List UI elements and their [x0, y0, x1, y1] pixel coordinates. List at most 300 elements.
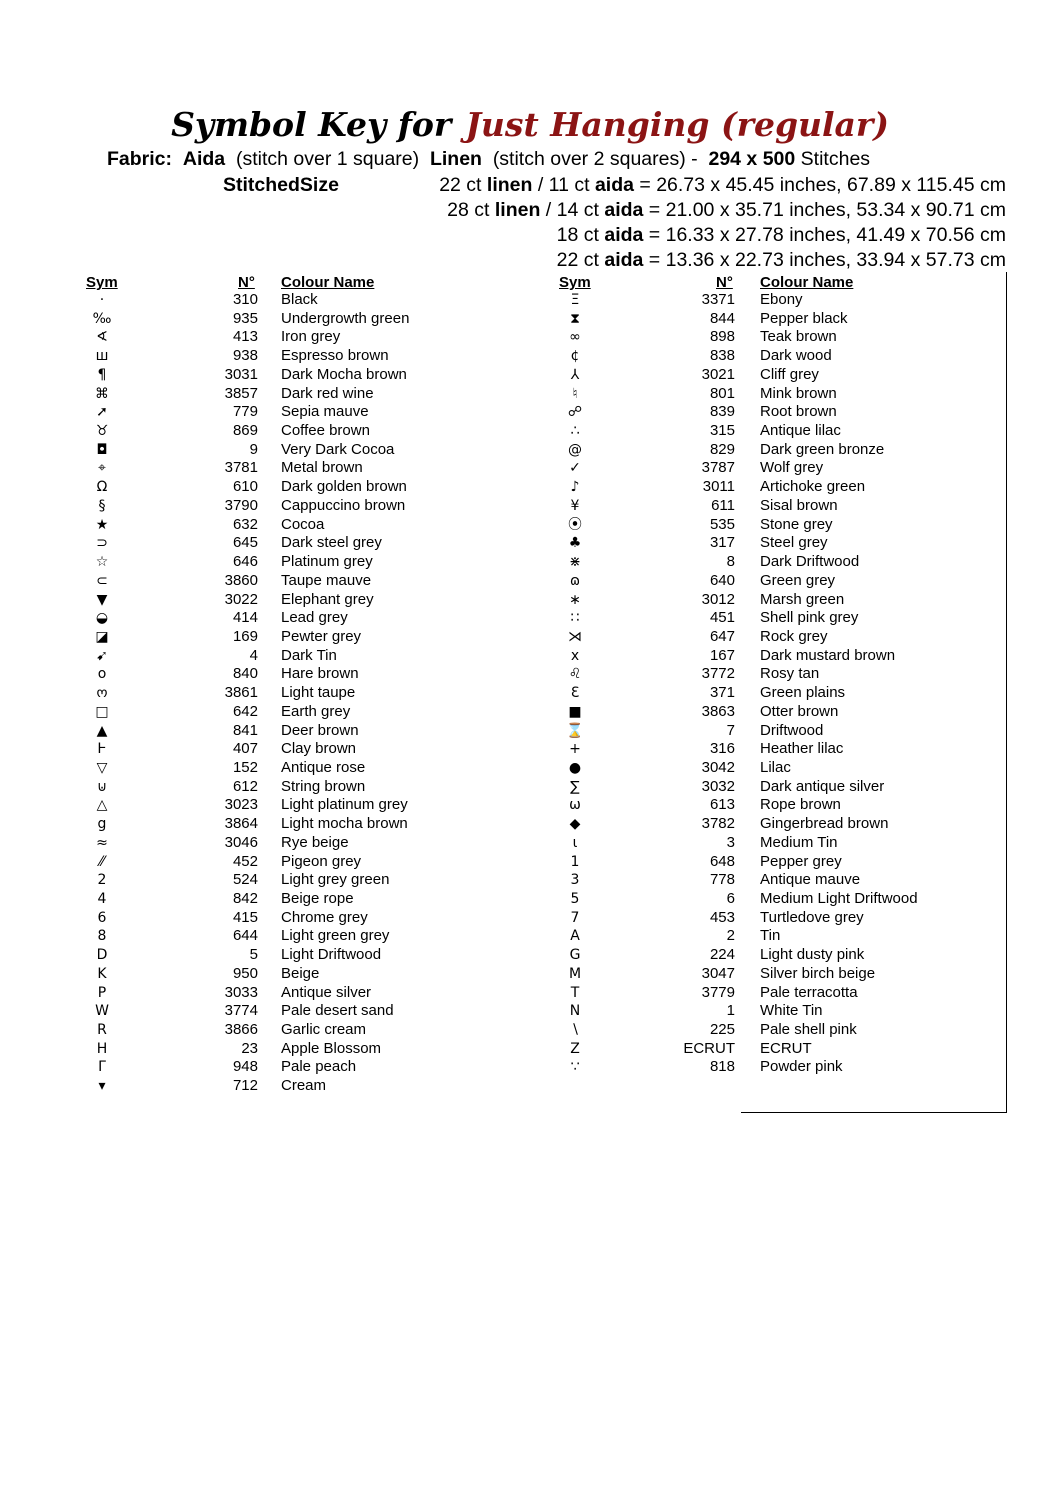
color-name: Shell pink grey	[760, 609, 859, 627]
table-row	[0, 385, 1060, 404]
table-row	[0, 291, 1060, 310]
table-row	[0, 609, 1060, 628]
color-number: 3782	[701, 815, 735, 833]
symbol-icon: ✓	[569, 460, 581, 477]
symbol-icon: 6	[97, 909, 107, 926]
color-number: 415	[232, 908, 258, 926]
size-line-fabric2: aida	[594, 174, 634, 196]
color-number: 453	[709, 908, 735, 926]
color-number: 315	[709, 422, 735, 440]
table-row	[0, 310, 1060, 329]
color-number: ECRUT	[683, 1039, 735, 1057]
symbol-icon: ‰	[92, 310, 112, 327]
color-number: 452	[232, 852, 258, 870]
symbol-icon: ➚	[96, 404, 108, 421]
title-prefix: Symbol Key for	[171, 105, 452, 144]
color-name: Clay brown	[281, 740, 357, 758]
symbol-icon: ∵	[570, 1059, 580, 1076]
symbol-icon: ▾	[98, 1078, 106, 1095]
symbol-icon: D	[96, 947, 108, 964]
color-name: Cream	[281, 1077, 327, 1095]
left-header-sym: Sym	[86, 274, 118, 291]
color-number: 898	[709, 328, 735, 346]
symbol-icon: ∗	[569, 591, 581, 608]
color-name: Rye beige	[281, 833, 349, 851]
color-number: 4	[249, 646, 258, 664]
color-number: 167	[709, 646, 735, 664]
symbol-icon: ∑	[570, 778, 580, 795]
color-number: 3046	[224, 833, 258, 851]
right-color-table	[0, 291, 1060, 1077]
symbol-icon: N	[569, 1003, 581, 1020]
size-line-fabric: linen	[486, 174, 533, 196]
symbol-icon: x	[570, 647, 580, 664]
color-number: 169	[232, 627, 258, 645]
color-name: Tin	[760, 927, 781, 945]
color-number: 3023	[224, 796, 258, 814]
color-number: 3371	[701, 291, 735, 308]
symbol-icon: K	[97, 965, 107, 982]
fabric-label: Fabric:	[107, 148, 173, 170]
symbol-icon: M	[568, 965, 582, 982]
color-name: Elephant grey	[281, 590, 374, 608]
color-number: 371	[709, 684, 735, 702]
table-row	[0, 1077, 1060, 1096]
symbol-icon: Ɛ	[570, 685, 580, 702]
symbol-icon: ▼	[96, 591, 108, 608]
color-number: 3790	[224, 496, 258, 514]
color-name: Sisal brown	[760, 496, 838, 514]
color-number: 317	[709, 534, 735, 552]
color-name: Light taupe	[281, 684, 356, 702]
color-name: Rosy tan	[760, 665, 820, 683]
symbol-icon: ▽	[96, 759, 108, 776]
color-name: Dark Driftwood	[760, 553, 860, 571]
color-number: 842	[232, 890, 258, 907]
table-row	[0, 834, 1060, 853]
color-name: Turtledove grey	[760, 908, 864, 926]
table-row	[0, 572, 1060, 591]
table-row	[0, 1021, 1060, 1040]
fabric-linen: Linen	[429, 148, 482, 170]
color-name: Lead grey	[281, 609, 348, 627]
table-row	[0, 946, 1060, 965]
color-name: Antique mauve	[760, 871, 861, 889]
size-line-fabric2: aida	[604, 199, 644, 221]
symbol-icon: ⁄⁄	[99, 853, 105, 870]
table-row	[0, 927, 1060, 946]
color-number: 3774	[224, 1002, 258, 1020]
symbol-icon: R	[97, 1022, 107, 1039]
color-name: Light green grey	[281, 927, 390, 945]
color-number: 3031	[224, 365, 258, 383]
color-number: 712	[232, 1077, 258, 1095]
table-row	[0, 759, 1060, 778]
symbol-icon: 3	[570, 872, 580, 889]
table-row	[0, 703, 1060, 722]
size-line-count: 28 ct	[447, 199, 490, 221]
color-number: 841	[232, 721, 258, 739]
symbol-icon: ¥	[570, 497, 580, 514]
color-number: 407	[232, 740, 258, 758]
size-line-dimensions: = 21.00 x 35.71 inches, 53.34 x 90.71 cm	[648, 199, 1006, 221]
symbol-icon: 1	[570, 853, 580, 870]
symbol-icon: ⦿	[568, 516, 582, 533]
symbol-icon: ●	[568, 759, 582, 776]
color-name: Steel grey	[760, 534, 828, 552]
color-name: Light grey green	[281, 871, 390, 889]
color-number: 844	[709, 309, 735, 327]
symbol-icon: ♪	[570, 479, 580, 496]
symbol-icon: ⌛	[566, 722, 584, 739]
symbol-icon: ◒	[95, 610, 109, 627]
color-number: 3866	[224, 1021, 258, 1039]
color-name: Antique silver	[281, 983, 372, 1001]
color-name: Iron grey	[281, 328, 341, 346]
symbol-icon: □	[95, 703, 109, 720]
color-number: 3042	[701, 758, 735, 776]
symbol-icon: ♌	[568, 666, 582, 683]
symbol-icon: ⅄	[570, 366, 580, 383]
color-name: Very Dark Cocoa	[281, 440, 395, 458]
color-name: Earth grey	[281, 702, 351, 720]
color-number: 3772	[701, 665, 735, 683]
color-name: Dark golden brown	[281, 478, 407, 496]
color-name: Black	[281, 291, 318, 308]
symbol-icon: ∞	[569, 329, 581, 346]
table-row	[0, 553, 1060, 572]
table-row	[0, 441, 1060, 460]
color-number: 3779	[701, 983, 735, 1001]
color-number: 3022	[224, 590, 258, 608]
symbol-icon: ♣	[568, 535, 582, 552]
symbol-icon: ⌘	[95, 385, 109, 402]
color-number: 3864	[224, 815, 258, 833]
table-row	[0, 909, 1060, 928]
color-name: Pale terracotta	[760, 983, 858, 1001]
color-number: 152	[232, 758, 258, 776]
symbol-icon: ≈	[96, 834, 108, 851]
color-number: 778	[709, 871, 735, 889]
color-name: Beige rope	[281, 890, 354, 907]
symbol-icon: ∢	[96, 329, 108, 346]
color-name: Platinum grey	[281, 553, 373, 571]
color-number: 839	[709, 403, 735, 421]
color-number: 451	[709, 609, 735, 627]
symbol-icon: @	[568, 441, 582, 458]
symbol-icon: H	[96, 1040, 108, 1057]
color-name: Marsh green	[760, 590, 845, 608]
color-name: ECRUT	[760, 1039, 812, 1057]
table-row	[0, 328, 1060, 347]
symbol-icon: ⊂	[96, 572, 108, 589]
color-number: 5	[249, 946, 258, 964]
color-number: 818	[709, 1058, 735, 1076]
size-line-dimensions: = 26.73 x 45.45 inches, 67.89 x 115.45 cm	[639, 174, 1006, 196]
stitch-unit: Stitches	[800, 148, 871, 170]
color-name: Teak brown	[760, 328, 837, 346]
color-name: White Tin	[760, 1002, 823, 1020]
stitched-size-label: StitchedSize	[223, 174, 339, 196]
color-name: Dark wood	[760, 347, 832, 365]
color-name: Cocoa	[281, 515, 325, 533]
size-line-fabric: linen	[494, 199, 541, 221]
color-number: 413	[232, 328, 258, 346]
color-number: 6	[726, 890, 735, 907]
table-row	[0, 628, 1060, 647]
color-name: Dark mustard brown	[760, 646, 896, 664]
color-name: Cappuccino brown	[281, 496, 406, 514]
color-name: Dark green bronze	[760, 440, 885, 458]
color-number: 613	[709, 796, 735, 814]
symbol-icon: Γ	[98, 1059, 106, 1076]
symbol-icon: 7	[570, 909, 580, 926]
color-name: Rope brown	[760, 796, 841, 814]
color-name: Dark antique silver	[760, 777, 885, 795]
size-line-fabric: aida	[604, 249, 644, 271]
color-number: 3011	[702, 478, 735, 496]
color-number: 801	[709, 384, 735, 402]
color-name: Rock grey	[760, 627, 828, 645]
color-number: 648	[709, 852, 735, 870]
color-name: Garlic cream	[281, 1021, 367, 1039]
color-number: 938	[232, 347, 258, 365]
color-number: 3781	[224, 459, 258, 477]
size-line-3	[557, 223, 1006, 247]
symbol-icon: +	[569, 741, 581, 758]
symbol-icon: P	[97, 984, 107, 1001]
symbol-icon: ∖	[570, 1022, 580, 1039]
symbol-icon: o	[97, 666, 107, 683]
fabric-aida: Aida	[182, 148, 226, 170]
table-row	[0, 534, 1060, 553]
size-line-fabric: aida	[604, 224, 644, 246]
table-border-bottom	[741, 1112, 1007, 1113]
size-line-2	[447, 198, 1006, 222]
symbol-icon: 2	[97, 872, 107, 889]
symbol-icon: ◪	[95, 628, 109, 645]
table-row	[0, 871, 1060, 890]
table-row	[0, 740, 1060, 759]
color-name: Medium Light Driftwood	[760, 890, 918, 907]
size-line-count2: / 11 ct	[537, 174, 590, 196]
color-number: 3860	[224, 571, 258, 589]
color-name: Pigeon grey	[281, 852, 362, 870]
color-name: Driftwood	[760, 721, 824, 739]
symbol-icon: ☍	[567, 404, 583, 421]
color-number: 535	[709, 515, 735, 533]
color-name: Stone grey	[760, 515, 833, 533]
color-number: 1	[726, 1002, 735, 1020]
symbol-icon: ➹	[96, 647, 108, 664]
color-name: Chrome grey	[281, 908, 368, 926]
color-number: 632	[232, 515, 258, 533]
color-name: Light Driftwood	[281, 946, 382, 964]
table-row	[0, 853, 1060, 872]
color-name: Wolf grey	[760, 459, 824, 477]
symbol-icon: ⋇	[569, 554, 581, 571]
symbol-icon: ω	[569, 797, 581, 814]
color-name: Beige	[281, 964, 320, 982]
color-name: Antique rose	[281, 758, 366, 776]
table-row	[0, 347, 1060, 366]
color-name: Mink brown	[760, 384, 837, 402]
color-name: Light mocha brown	[281, 815, 408, 833]
symbol-icon: ⧗	[570, 310, 580, 327]
symbol-icon: ▲	[96, 722, 108, 739]
color-number: 3857	[224, 384, 258, 402]
color-number: 646	[232, 553, 258, 571]
color-number: 642	[232, 702, 258, 720]
symbol-icon: §	[98, 497, 106, 514]
symbol-icon: ■	[568, 703, 582, 720]
color-name: Deer brown	[281, 721, 359, 739]
table-row	[0, 1058, 1060, 1077]
color-number: 950	[232, 964, 258, 982]
color-number: 838	[709, 347, 735, 365]
color-number: 779	[232, 403, 258, 421]
color-number: 647	[709, 627, 735, 645]
symbol-icon: W	[95, 1003, 109, 1020]
stitch-count: 294 x 500	[708, 148, 796, 170]
table-row	[0, 591, 1060, 610]
color-name: Metal brown	[281, 459, 363, 477]
symbol-icon: ·	[99, 292, 105, 308]
table-row	[0, 890, 1060, 909]
color-name: Gingerbread brown	[760, 815, 889, 833]
symbol-icon: Ⱶ	[97, 741, 107, 758]
symbol-icon: Ω	[96, 479, 108, 496]
symbol-icon: 5	[570, 891, 580, 907]
color-number: 612	[232, 777, 258, 795]
color-name: Antique lilac	[760, 422, 841, 440]
color-name: Artichoke green	[760, 478, 866, 496]
symbol-icon: Ξ	[570, 292, 580, 308]
color-name: Otter brown	[760, 702, 839, 720]
color-number: 3	[726, 833, 735, 851]
color-number: 2	[726, 927, 735, 945]
page-title	[0, 100, 1060, 150]
color-number: 829	[709, 440, 735, 458]
symbol-icon: 4	[97, 891, 107, 907]
symbol-icon: ш	[95, 348, 109, 365]
color-number: 869	[232, 422, 258, 440]
size-line-count: 18 ct	[556, 224, 599, 246]
color-name: String brown	[281, 777, 366, 795]
color-number: 3033	[224, 983, 258, 1001]
symbol-icon: ◘	[96, 441, 108, 458]
color-number: 224	[709, 946, 735, 964]
color-number: 611	[711, 496, 735, 514]
color-name: Powder pink	[760, 1058, 843, 1076]
size-line-count: 22 ct	[439, 174, 482, 196]
symbol-icon: ¶	[97, 366, 107, 383]
table-row	[0, 478, 1060, 497]
color-number: 610	[232, 478, 258, 496]
left-header-name: Colour Name	[281, 274, 375, 291]
table-row	[0, 984, 1060, 1003]
symbol-icon: ɷ	[569, 572, 581, 589]
color-name: Taupe mauve	[281, 571, 372, 589]
symbol-icon: T	[570, 984, 580, 1001]
symbol-icon: ♮	[572, 385, 578, 402]
size-line-dimensions: = 16.33 x 27.78 inches, 41.49 x 70.56 cm	[643, 224, 1006, 246]
symbol-icon: ⌖	[98, 460, 106, 477]
color-name: Dark steel grey	[281, 534, 382, 552]
table-row	[0, 665, 1060, 684]
color-name: Dark Mocha brown	[281, 365, 407, 383]
color-number: 935	[232, 309, 258, 327]
symbol-icon: ♉	[95, 423, 109, 440]
symbol-icon: Z	[570, 1040, 580, 1057]
color-number: 8	[726, 553, 735, 571]
table-row	[0, 459, 1060, 478]
color-number: 23	[241, 1039, 258, 1057]
pattern-name: Just Hanging (regular)	[465, 105, 889, 144]
color-name: Coffee brown	[281, 422, 370, 440]
symbol-icon: ⋊	[568, 628, 582, 645]
symbol-icon: ⊍	[96, 778, 108, 795]
table-row	[0, 1040, 1060, 1059]
table-row	[0, 516, 1060, 535]
color-name: Light dusty pink	[760, 946, 865, 964]
symbol-icon: g	[97, 816, 107, 833]
symbol-icon: △	[96, 797, 108, 814]
color-name: Espresso brown	[281, 347, 389, 365]
symbol-icon: ɩ	[572, 834, 578, 851]
color-name: Heather lilac	[760, 740, 844, 758]
table-row	[0, 403, 1060, 422]
fabric-linen-note: (stitch over 2 squares) -	[492, 148, 698, 170]
table-row	[0, 815, 1060, 834]
color-number: 948	[232, 1058, 258, 1076]
table-row	[0, 965, 1060, 984]
table-row	[0, 422, 1060, 441]
symbol-icon: ¢	[570, 348, 580, 365]
color-number: 225	[709, 1021, 735, 1039]
color-number: 840	[232, 665, 258, 683]
left-header-num: N°	[238, 274, 255, 291]
symbol-icon: 8	[97, 928, 107, 945]
color-number: 3021	[701, 365, 735, 383]
symbol-icon: ◆	[569, 816, 581, 833]
color-name: Green grey	[760, 571, 836, 589]
color-name: Sepia mauve	[281, 403, 369, 421]
color-name: Pewter grey	[281, 627, 362, 645]
color-number: 3787	[701, 459, 735, 477]
color-name: Hare brown	[281, 665, 359, 683]
color-name: Ebony	[760, 291, 803, 308]
color-number: 3047	[701, 964, 735, 982]
color-name: Pale shell pink	[760, 1021, 857, 1039]
color-name: Medium Tin	[760, 833, 838, 851]
symbol-icon: A	[570, 928, 580, 945]
color-number: 316	[709, 740, 735, 758]
color-number: 9	[249, 440, 258, 458]
symbol-icon: ∷	[570, 610, 580, 627]
color-name: Pale peach	[281, 1058, 357, 1076]
symbol-icon: ☆	[95, 554, 109, 571]
symbol-icon: ო	[96, 685, 108, 702]
right-header-name: Colour Name	[760, 274, 854, 291]
fabric-line	[107, 147, 870, 171]
table-row	[0, 1002, 1060, 1021]
color-name: Lilac	[760, 758, 791, 776]
size-line-count: 22 ct	[556, 249, 599, 271]
size-line-1	[439, 173, 1006, 197]
table-row	[0, 497, 1060, 516]
color-name: Dark red wine	[281, 384, 374, 402]
